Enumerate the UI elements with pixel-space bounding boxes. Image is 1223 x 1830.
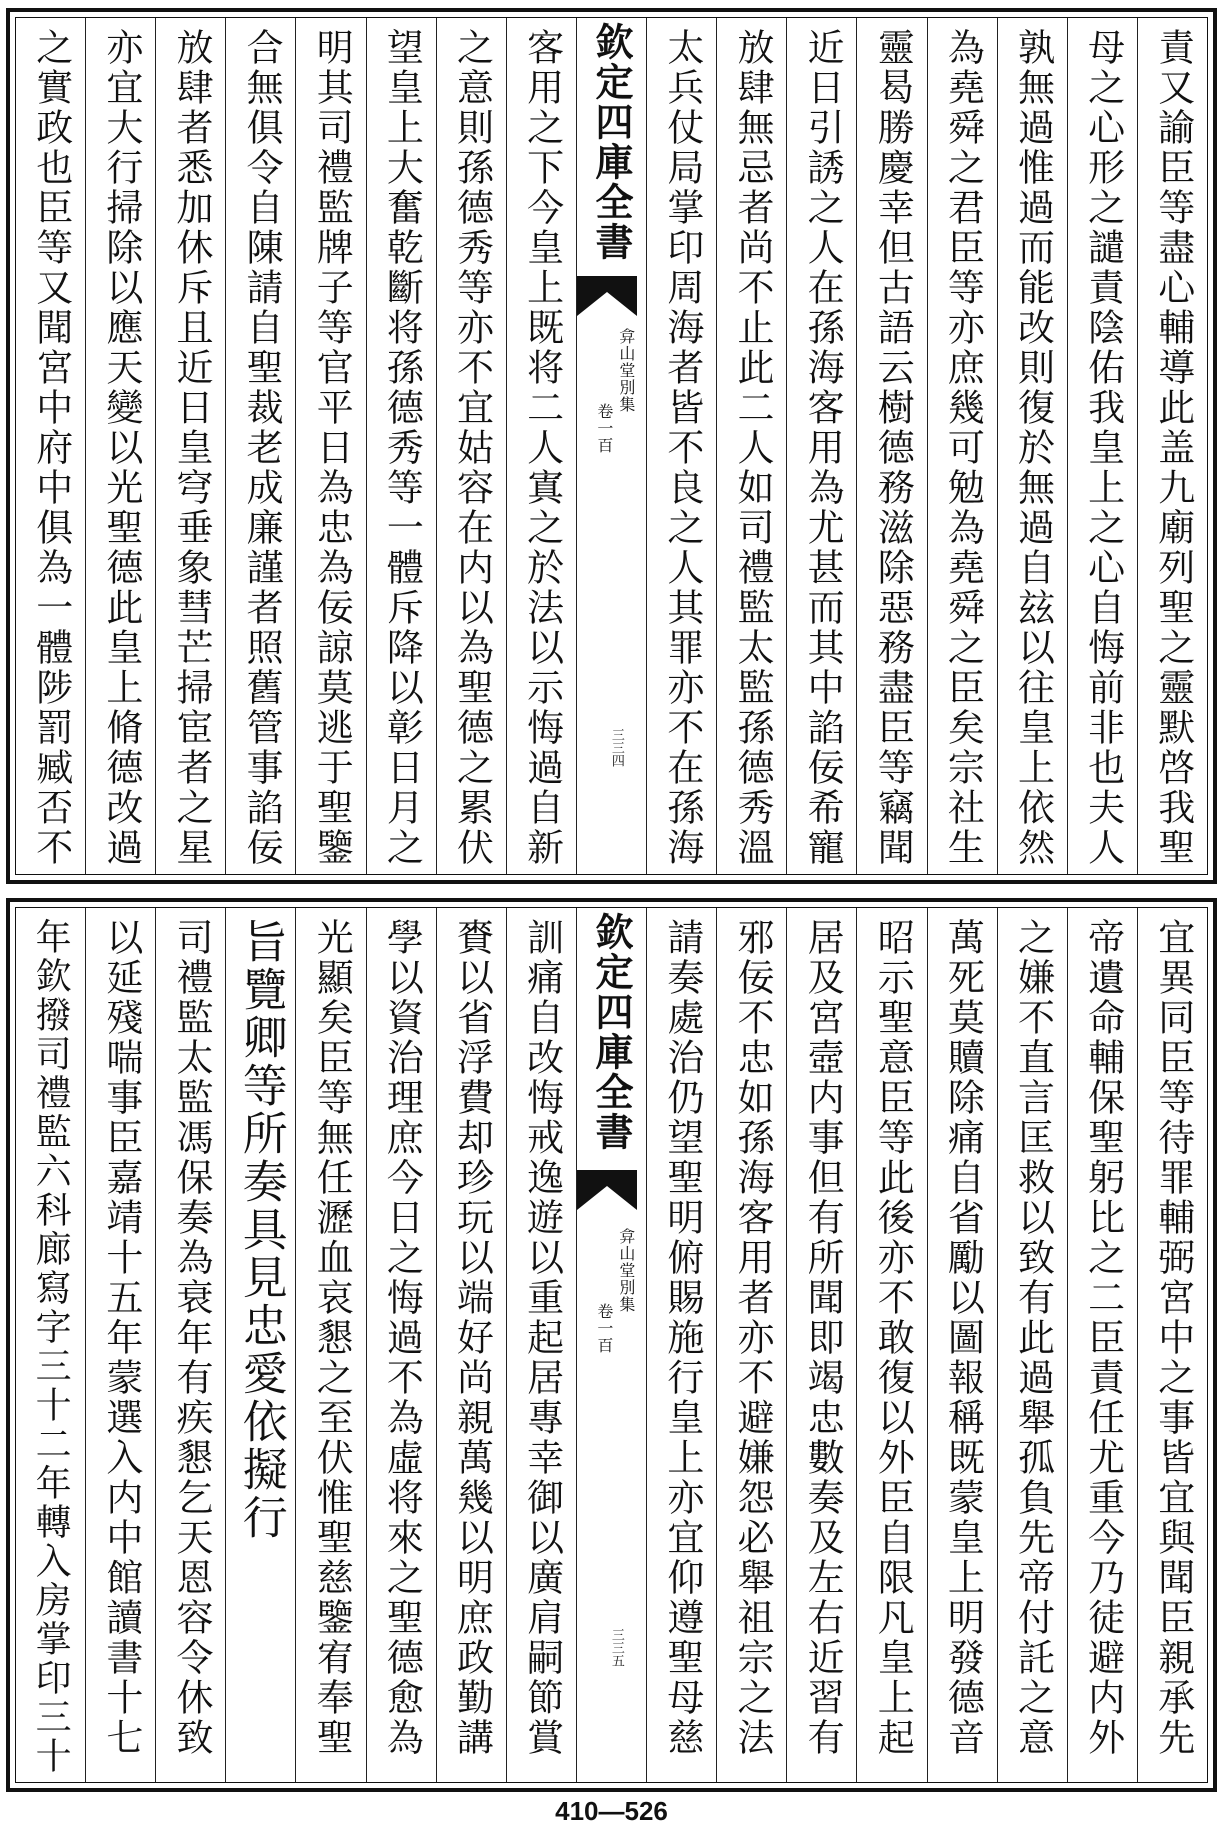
book-title: 弇山堂別集	[616, 1228, 636, 1313]
column-text: 宜異同臣等待罪輔弼宮中之事皆宜與聞臣親承先	[1151, 918, 1195, 1758]
text-column	[1067, 908, 1137, 1782]
text-column	[1137, 18, 1207, 874]
column-text: 為堯舜之君臣等亦庶幾可勉為堯舜之臣矣宗社生	[941, 28, 985, 868]
text-column	[997, 18, 1067, 874]
text-column	[366, 18, 436, 874]
column-text: 請奏處治仍望聖明俯賜施行皇上亦宜仰遵聖母慈	[660, 918, 704, 1758]
text-column	[927, 18, 997, 874]
text-column	[997, 908, 1067, 1782]
column-text: 靈曷勝慶幸但古語云樹德務滋除惡務盡臣等竊聞	[871, 28, 915, 868]
text-column	[85, 908, 155, 1782]
text-column	[155, 18, 225, 874]
text-column	[786, 18, 856, 874]
text-column	[506, 18, 576, 874]
column-text: 旨覽卿等所奏具見忠愛依擬行	[234, 918, 288, 1542]
lower-page	[6, 898, 1217, 1792]
text-column	[295, 18, 365, 874]
column-text: 邪佞不忠如孫海客用者亦不避嫌怨必舉祖宗之法	[730, 918, 774, 1758]
volume-label: 卷一百	[594, 403, 614, 454]
column-text: 放肆者悉加休斥且近日皇穹垂象彗芒掃宦者之星	[169, 28, 213, 868]
text-column	[716, 18, 786, 874]
column-text: 客用之下今皇上既将二人寘之於法以示悔過自新	[520, 28, 564, 868]
column-text: 明其司禮監牌子等官平日為忠為佞諒莫逃于聖鑒	[310, 28, 354, 868]
page-number: 三三五	[608, 1628, 624, 1667]
text-column	[856, 18, 926, 874]
text-column	[436, 18, 506, 874]
text-column	[295, 908, 365, 1782]
text-column	[155, 908, 225, 1782]
center-banner	[576, 908, 646, 1782]
text-column	[856, 908, 926, 1782]
column-text: 昭示聖意臣等此後亦不敢復以外臣自限凡皇上起	[871, 918, 915, 1758]
text-column	[646, 908, 716, 1782]
column-text: 訓痛自改悔戒逸遊以重起居專幸御以廣肩嗣節賞	[520, 918, 564, 1758]
column-text: 近日引誘之人在孫海客用為尤甚而其中諂佞希寵	[801, 28, 845, 868]
page-footer-number: 410—526	[555, 1796, 668, 1826]
banner-title: 欽定四庫全書	[588, 912, 634, 1152]
banner-title: 欽定四庫全書	[588, 22, 634, 262]
column-text: 母之心形之譴責陰佑我皇上之心自悔前非也夫人	[1081, 28, 1125, 868]
column-text: 太兵仗局掌印周海者皆不良之人其罪亦不在孫海	[660, 28, 704, 868]
page-number: 三三四	[608, 728, 624, 767]
upper-columns	[16, 18, 1207, 874]
text-column	[436, 908, 506, 1782]
column-text: 亦宜大行掃除以應天變以光聖德此皇上脩德改過	[99, 28, 143, 868]
text-column	[16, 18, 85, 874]
upper-page	[6, 8, 1217, 884]
column-text: 放肆無忌者尚不止此二人如司禮監太監孫德秀溫	[730, 28, 774, 868]
center-banner	[576, 18, 646, 874]
upper-page-frame	[15, 17, 1208, 875]
text-column	[646, 18, 716, 874]
column-text: 望皇上大奮乾斷将孫德秀等一體斥降以彰日月之	[380, 28, 424, 868]
column-text: 學以資治理庶今日之悔過不為虛将來之聖德愈為	[380, 918, 424, 1758]
text-column	[366, 908, 436, 1782]
column-text: 合無俱令自陳請自聖裁老成廉謹者照舊管事諂佞	[240, 28, 284, 868]
column-text: 居及宮壼内事但有所聞即竭忠數奏及左右近習有	[801, 918, 845, 1758]
book-title: 弇山堂別集	[616, 328, 636, 413]
fishtail-ornament-icon	[577, 276, 637, 316]
column-text: 責又諭臣等盡心輔導此盖九廟列聖之靈默啓我聖	[1151, 28, 1195, 868]
text-column	[1137, 908, 1207, 1782]
text-column	[927, 908, 997, 1782]
text-column	[506, 908, 576, 1782]
column-text: 之實政也臣等又聞宮中府中俱為一體陟罰臧否不	[29, 28, 73, 868]
text-column	[1067, 18, 1137, 874]
column-text: 年欽撥司禮監六科廊寫字三十二年轉入房掌印三十	[30, 918, 72, 1776]
lower-page-frame	[15, 907, 1208, 1783]
column-text: 孰無過惟過而能改則復於無過自玆以往皇上依然	[1011, 28, 1055, 868]
column-text: 帝遺命輔保聖躬比之二臣責任尤重今乃徒避内外	[1081, 918, 1125, 1758]
column-text: 之意則孫德秀等亦不宜姑容在内以為聖德之累伏	[450, 28, 494, 868]
text-column	[225, 908, 295, 1782]
column-text: 以延殘喘事臣嘉靖十五年蒙選入内中館讀書十七	[99, 918, 143, 1758]
column-text: 之嫌不直言匡救以致有此過舉孤負先帝付託之意	[1011, 918, 1055, 1758]
fishtail-ornament-icon	[577, 1170, 637, 1210]
column-text: 萬死莫贖除痛自省勵以圖報稱既蒙皇上明發德音	[941, 918, 985, 1758]
lower-columns	[16, 908, 1207, 1782]
volume-label: 卷一百	[594, 1303, 614, 1354]
text-column	[786, 908, 856, 1782]
column-text: 光顯矣臣等無任瀝血哀懇之至伏惟聖慈鑒宥奉聖	[310, 918, 354, 1758]
text-column	[225, 18, 295, 874]
column-text: 司禮監太監馮保奏為衰年有疾懇乞天恩容令休致	[169, 918, 213, 1758]
column-text: 賚以省浮費却珍玩以端好尚親萬幾以明庶政勤講	[450, 918, 494, 1758]
text-column	[16, 908, 85, 1782]
text-column	[85, 18, 155, 874]
text-column	[716, 908, 786, 1782]
